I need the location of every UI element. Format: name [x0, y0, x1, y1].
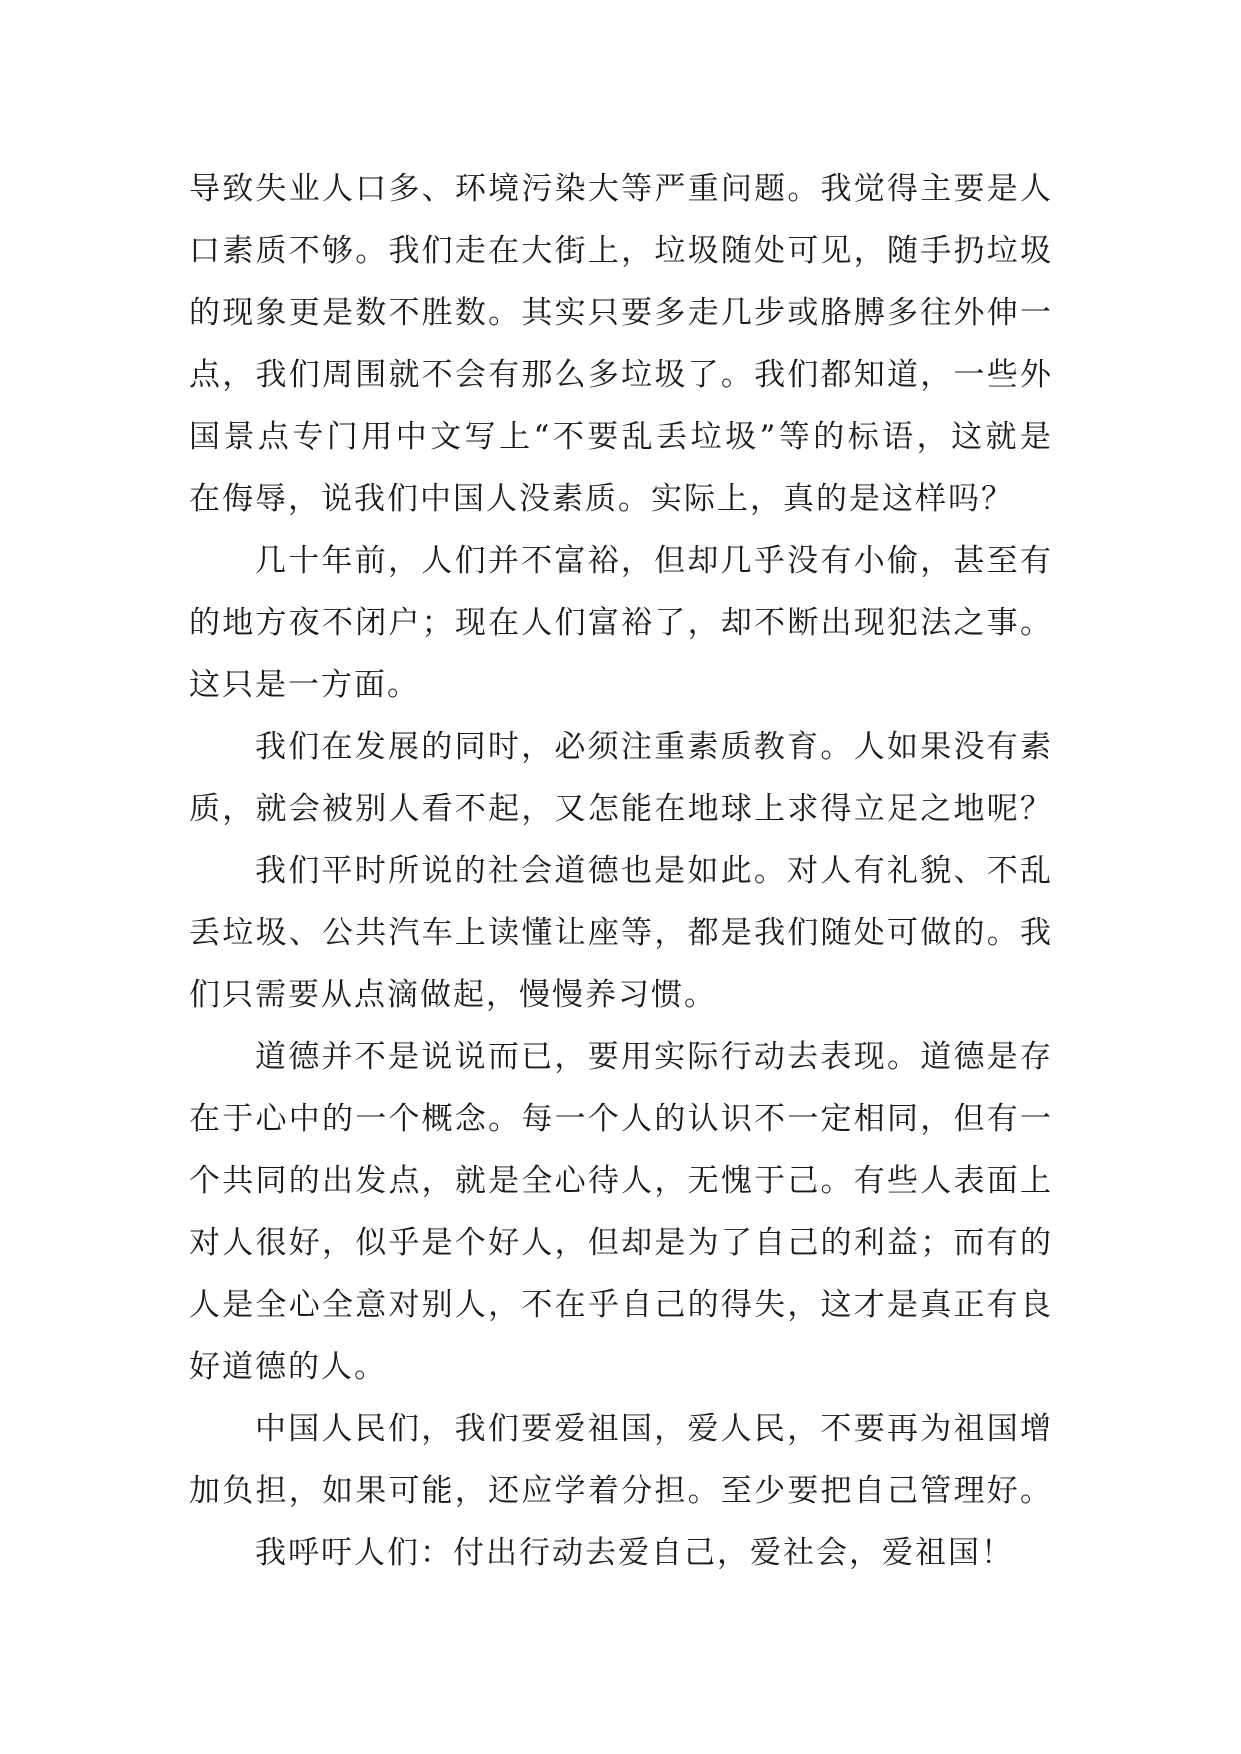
text-line: 质，就会被别人看不起，又怎能在地球上求得立足之地呢？ — [189, 791, 1053, 827]
paragraph-start-line: 我们平时所说的社会道德也是如此。对人有礼貌、不乱 — [255, 853, 1053, 889]
text-line: 国景点专门用中文写上“不要乱丢垃圾”等的标语，这就是 — [189, 419, 1053, 455]
text-line: 的地方夜不闭户；现在人们富裕了，却不断出现犯法之事。 — [189, 605, 1053, 641]
text-line: 人是全心全意对别人，不在乎自己的得失，这才是真正有良 — [189, 1287, 1053, 1323]
essay-text — [189, 158, 1053, 1584]
paragraph-start-line: 道德并不是说说而已，要用实际行动去表现。道德是存 — [255, 1039, 1053, 1075]
text-line: 的现象更是数不胜数。其实只要多走几步或胳膊多往外伸一 — [189, 295, 1053, 331]
text-line: 个共同的出发点，就是全心待人，无愧于己。有些人表面上 — [189, 1163, 1053, 1199]
paragraph-start-line: 中国人民们，我们要爱祖国，爱人民，不要再为祖国增 — [255, 1411, 1053, 1447]
text-line: 丢垃圾、公共汽车上读懂让座等，都是我们随处可做的。我 — [189, 915, 1053, 951]
text-line: 这只是一方面。 — [189, 667, 420, 703]
text-line: 加负担，如果可能，还应学着分担。至少要把自己管理好。 — [189, 1473, 1053, 1509]
text-line: 对人很好，似乎是个好人，但却是为了自己的利益；而有的 — [189, 1225, 1053, 1261]
text-line: 口素质不够。我们走在大街上，垃圾随处可见，随手扔垃圾 — [189, 233, 1053, 269]
paragraph-start-line: 我们在发展的同时，必须注重素质教育。人如果没有素 — [255, 729, 1053, 765]
text-line: 在于心中的一个概念。每一个人的认识不一定相同，但有一 — [189, 1101, 1053, 1137]
text-line: 点，我们周围就不会有那么多垃圾了。我们都知道，一些外 — [189, 357, 1053, 393]
paragraph-start-line: 我呼吁人们：付出行动去爱自己，爱社会，爱祖国！ — [255, 1535, 1014, 1571]
paragraph-start-line: 几十年前，人们并不富裕，但却几乎没有小偷，甚至有 — [255, 543, 1053, 579]
text-line: 们只需要从点滴做起，慢慢养习惯。 — [189, 977, 717, 1013]
text-line: 在侮辱，说我们中国人没素质。实际上，真的是这样吗？ — [189, 481, 1014, 517]
text-line: 好道德的人。 — [189, 1349, 387, 1385]
text-line: 导致失业人口多、环境污染大等严重问题。我觉得主要是人 — [189, 171, 1053, 207]
